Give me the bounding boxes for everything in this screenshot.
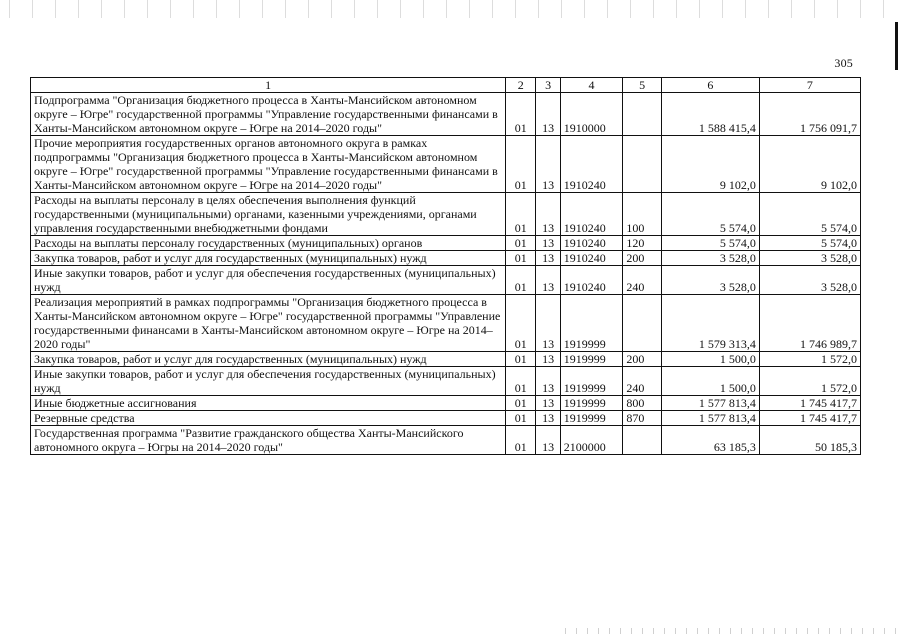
table-row xyxy=(31,411,861,426)
row-subsection: 13 xyxy=(536,136,560,193)
table-row xyxy=(31,251,861,266)
row-amount-col6: 3 528,0 xyxy=(661,266,759,295)
row-section: 01 xyxy=(506,136,536,193)
header-col-2: 2 xyxy=(506,78,536,93)
page-number: 305 xyxy=(834,56,853,70)
row-target-code: 1910240 xyxy=(560,251,623,266)
header-col-1: 1 xyxy=(31,78,506,93)
row-amount-col6: 1 588 415,4 xyxy=(661,93,759,136)
row-expense-type: 240 xyxy=(623,266,661,295)
row-subsection: 13 xyxy=(536,93,560,136)
row-amount-col7: 5 574,0 xyxy=(759,236,860,251)
row-subsection: 13 xyxy=(536,367,560,396)
budget-table xyxy=(30,77,861,455)
row-subsection: 13 xyxy=(536,396,560,411)
header-col-5: 5 xyxy=(623,78,661,93)
row-target-code: 1919999 xyxy=(560,396,623,411)
table-row xyxy=(31,193,861,236)
row-section: 01 xyxy=(506,352,536,367)
header-col-7: 7 xyxy=(759,78,860,93)
row-expense-type: 200 xyxy=(623,352,661,367)
row-subsection: 13 xyxy=(536,411,560,426)
row-name: Иные закупки товаров, работ и услуг для обеспечения государственных (муниципальных) нужд xyxy=(31,266,506,295)
header-row xyxy=(31,78,861,93)
row-section: 01 xyxy=(506,396,536,411)
row-section: 01 xyxy=(506,266,536,295)
row-section: 01 xyxy=(506,295,536,352)
row-name: Иные бюджетные ассигнования xyxy=(31,396,506,411)
table-row xyxy=(31,367,861,396)
row-subsection: 13 xyxy=(536,266,560,295)
row-section: 01 xyxy=(506,411,536,426)
table-row xyxy=(31,396,861,411)
row-expense-type xyxy=(623,93,661,136)
row-subsection: 13 xyxy=(536,251,560,266)
row-expense-type: 100 xyxy=(623,193,661,236)
row-amount-col6: 9 102,0 xyxy=(661,136,759,193)
row-name: Закупка товаров, работ и услуг для государственных (муниципальных) нужд xyxy=(31,352,506,367)
row-section: 01 xyxy=(506,251,536,266)
row-name: Государственная программа "Развитие гражданского общества Ханты-Мансийского автономного округа – Югры на 2014–2020 годы" xyxy=(31,426,506,455)
row-section: 01 xyxy=(506,93,536,136)
row-target-code: 1919999 xyxy=(560,367,623,396)
header-col-3: 3 xyxy=(536,78,560,93)
table-row xyxy=(31,426,861,455)
row-amount-col6: 3 528,0 xyxy=(661,251,759,266)
row-name: Расходы на выплаты персоналу государственных (муниципальных) органов xyxy=(31,236,506,251)
row-name: Подпрограмма "Организация бюджетного процесса в Ханты-Мансийском автономном округе – Югре" государственной программы "Управление государственными финансами в Ханты-Мансийском автономном округе – Югре на 2014–2020 годы" xyxy=(31,93,506,136)
row-amount-col6: 5 574,0 xyxy=(661,193,759,236)
row-expense-type: 870 xyxy=(623,411,661,426)
row-amount-col7: 1 745 417,7 xyxy=(759,396,860,411)
row-target-code: 1910240 xyxy=(560,193,623,236)
row-subsection: 13 xyxy=(536,426,560,455)
row-subsection: 13 xyxy=(536,295,560,352)
row-target-code: 1910000 xyxy=(560,93,623,136)
row-amount-col7: 50 185,3 xyxy=(759,426,860,455)
row-amount-col7: 9 102,0 xyxy=(759,136,860,193)
table-row xyxy=(31,236,861,251)
row-name: Закупка товаров, работ и услуг для государственных (муниципальных) нужд xyxy=(31,251,506,266)
row-amount-col6: 1 579 313,4 xyxy=(661,295,759,352)
row-target-code: 1919999 xyxy=(560,352,623,367)
row-amount-col7: 3 528,0 xyxy=(759,251,860,266)
row-amount-col6: 1 577 813,4 xyxy=(661,396,759,411)
row-amount-col6: 63 185,3 xyxy=(661,426,759,455)
row-target-code: 1919999 xyxy=(560,411,623,426)
row-name: Реализация мероприятий в рамках подпрограммы "Организация бюджетного процесса в Ханты-Мансийском автономном округе – Югре" государственной программы "Управление государственными финансами в Ханты-Мансийском автономном округе – Югре на 2014–2020 годы" xyxy=(31,295,506,352)
row-target-code: 1910240 xyxy=(560,266,623,295)
scan-noise-bottom xyxy=(560,628,900,634)
table-row xyxy=(31,295,861,352)
row-amount-col7: 5 574,0 xyxy=(759,193,860,236)
row-expense-type: 800 xyxy=(623,396,661,411)
row-expense-type xyxy=(623,426,661,455)
header-col-6: 6 xyxy=(661,78,759,93)
row-amount-col7: 1 572,0 xyxy=(759,352,860,367)
table-row xyxy=(31,266,861,295)
table-row xyxy=(31,93,861,136)
row-amount-col6: 1 577 813,4 xyxy=(661,411,759,426)
row-amount-col6: 5 574,0 xyxy=(661,236,759,251)
row-name: Иные закупки товаров, работ и услуг для обеспечения государственных (муниципальных) нужд xyxy=(31,367,506,396)
row-amount-col6: 1 500,0 xyxy=(661,367,759,396)
row-section: 01 xyxy=(506,193,536,236)
row-subsection: 13 xyxy=(536,193,560,236)
table-row xyxy=(31,136,861,193)
row-target-code: 1910240 xyxy=(560,236,623,251)
scan-noise-top xyxy=(0,0,905,18)
row-expense-type: 200 xyxy=(623,251,661,266)
row-target-code: 2100000 xyxy=(560,426,623,455)
row-target-code: 1910240 xyxy=(560,136,623,193)
row-expense-type: 240 xyxy=(623,367,661,396)
table-row xyxy=(31,352,861,367)
row-subsection: 13 xyxy=(536,352,560,367)
row-amount-col7: 1 572,0 xyxy=(759,367,860,396)
row-name: Резервные средства xyxy=(31,411,506,426)
row-target-code: 1919999 xyxy=(560,295,623,352)
row-section: 01 xyxy=(506,236,536,251)
header-col-4: 4 xyxy=(560,78,623,93)
row-expense-type: 120 xyxy=(623,236,661,251)
row-amount-col7: 3 528,0 xyxy=(759,266,860,295)
row-expense-type xyxy=(623,295,661,352)
row-amount-col7: 1 746 989,7 xyxy=(759,295,860,352)
row-subsection: 13 xyxy=(536,236,560,251)
row-name: Расходы на выплаты персоналу в целях обеспечения выполнения функций государственными (муниципальными) органами, казенными учреждениями, органами управления государственными внебюджетными фондами xyxy=(31,193,506,236)
row-name: Прочие мероприятия государственных органов автономного округа в рамках подпрограммы "Организация бюджетного процесса в Ханты-Мансийском автономном округе – Югре" государственной программы "Управление государственными финансами в Ханты-Мансийском автономном округе – Югре на 2014–2020 годы" xyxy=(31,136,506,193)
row-expense-type xyxy=(623,136,661,193)
row-amount-col7: 1 756 091,7 xyxy=(759,93,860,136)
scan-edge-mark xyxy=(895,22,898,70)
row-amount-col7: 1 745 417,7 xyxy=(759,411,860,426)
row-amount-col6: 1 500,0 xyxy=(661,352,759,367)
row-section: 01 xyxy=(506,426,536,455)
row-section: 01 xyxy=(506,367,536,396)
